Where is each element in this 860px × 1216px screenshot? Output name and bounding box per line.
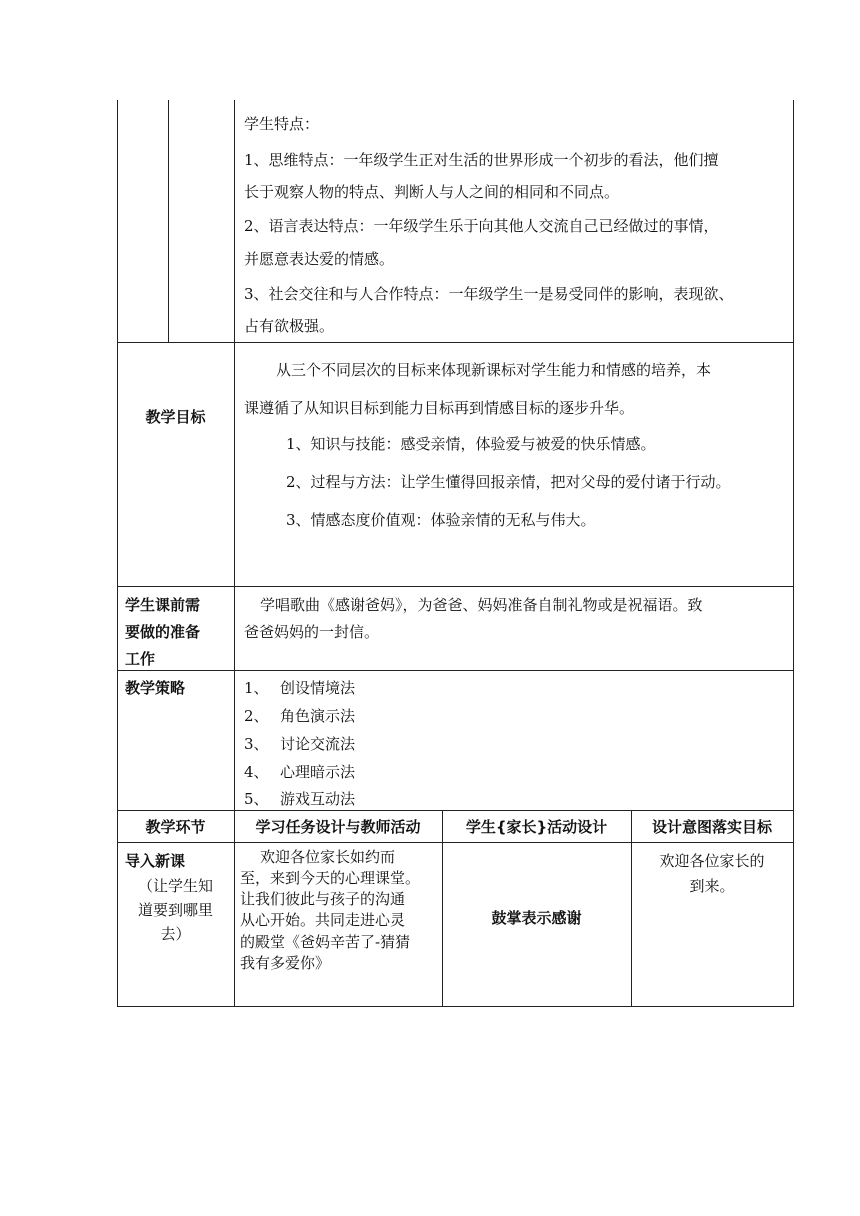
strategy-text: 讨论交流法 — [280, 735, 356, 753]
strategy-num: 3、 — [244, 735, 269, 753]
border — [117, 100, 118, 1007]
border — [631, 810, 632, 1007]
strategy-num: 4、 — [244, 763, 269, 781]
student-traits-line: 占有欲极强。 — [244, 317, 335, 335]
strategies-label: 教学策略 — [125, 679, 186, 697]
objectives-line: 课遵循了从知识目标到能力目标再到情感目标的逐步升华。 — [244, 399, 635, 417]
student-traits-line: 长于观察人物的特点、判断人与人之间的相同和不同点。 — [244, 183, 620, 201]
intro-teacher-line: 欢迎各位家长如约而 — [260, 848, 396, 866]
header-stage: 教学环节 — [145, 818, 206, 836]
intro-stage-title: 导入新课 — [125, 852, 186, 870]
border — [117, 670, 794, 671]
student-traits-line: 并愿意表达爱的情感。 — [244, 250, 395, 268]
objectives-line: 1、知识与技能：感受亲情，体验爱与被爱的快乐情感。 — [286, 435, 656, 453]
header-design-intent: 设计意图落实目标 — [651, 818, 772, 836]
border — [117, 586, 794, 587]
intro-teacher-line: 让我们彼此与孩子的沟通 — [240, 890, 406, 908]
header-student-activity: 学生{家长}活动设计 — [465, 818, 608, 836]
intro-stage-note: 去） — [160, 925, 191, 943]
student-traits-line: 3、社会交往和与人合作特点：一年级学生一是易受同伴的影响，表现欲、 — [244, 285, 734, 303]
border — [117, 810, 794, 811]
border — [168, 100, 169, 342]
border — [117, 342, 794, 343]
strategy-text: 创设情境法 — [280, 679, 356, 697]
intro-student-activity: 鼓掌表示感谢 — [491, 909, 582, 927]
border — [234, 100, 235, 1007]
border — [117, 842, 794, 843]
prep-line: 学唱歌曲《感谢爸妈》，为爸爸、妈妈准备自制礼物或是祝福语。致 — [260, 596, 703, 614]
prep-label-line: 学生课前需 — [125, 596, 201, 614]
intro-stage-note: （让学生知 — [137, 877, 213, 895]
strategy-num: 5、 — [244, 790, 269, 808]
intro-teacher-line: 从心开始。共同走进心灵 — [240, 911, 406, 929]
strategy-num: 2、 — [244, 707, 269, 725]
border — [793, 100, 794, 1007]
prep-label-line: 工作 — [125, 650, 156, 668]
intro-intent-line: 到来。 — [689, 877, 735, 895]
prep-line: 爸爸妈妈的一封信。 — [244, 623, 380, 641]
strategy-num: 1、 — [244, 679, 269, 697]
student-traits-heading: 学生特点： — [244, 115, 320, 133]
student-traits-line: 1、思维特点：一年级学生正对生活的世界形成一个初步的看法，他们擅 — [244, 151, 719, 169]
prep-label-line: 要做的准备 — [125, 623, 201, 641]
objectives-line: 3、情感态度价值观：体验亲情的无私与伟大。 — [286, 511, 596, 529]
objectives-line: 从三个不同层次的目标来体现新课标对学生能力和情感的培养，本 — [276, 361, 712, 379]
objectives-label: 教学目标 — [145, 408, 206, 426]
border — [117, 1006, 794, 1007]
strategy-text: 心理暗示法 — [280, 763, 356, 781]
student-traits-line: 2、语言表达特点：一年级学生乐于向其他人交流自己已经做过的事情， — [244, 217, 719, 235]
header-teacher-activity: 学习任务设计与教师活动 — [255, 818, 421, 836]
intro-teacher-line: 我有多爱你》 — [240, 954, 331, 972]
objectives-line: 2、过程与方法：让学生懂得回报亲情，把对父母的爱付诸于行动。 — [286, 473, 731, 491]
intro-intent-line: 欢迎各位家长的 — [659, 852, 765, 870]
intro-stage-note: 道要到哪里 — [137, 901, 213, 919]
strategy-text: 角色演示法 — [280, 707, 356, 725]
strategy-text: 游戏互动法 — [280, 790, 356, 808]
intro-teacher-line: 的殿堂《爸妈辛苦了-猜猜 — [240, 933, 411, 951]
intro-teacher-line: 至，来到今天的心理课堂。 — [240, 869, 421, 887]
